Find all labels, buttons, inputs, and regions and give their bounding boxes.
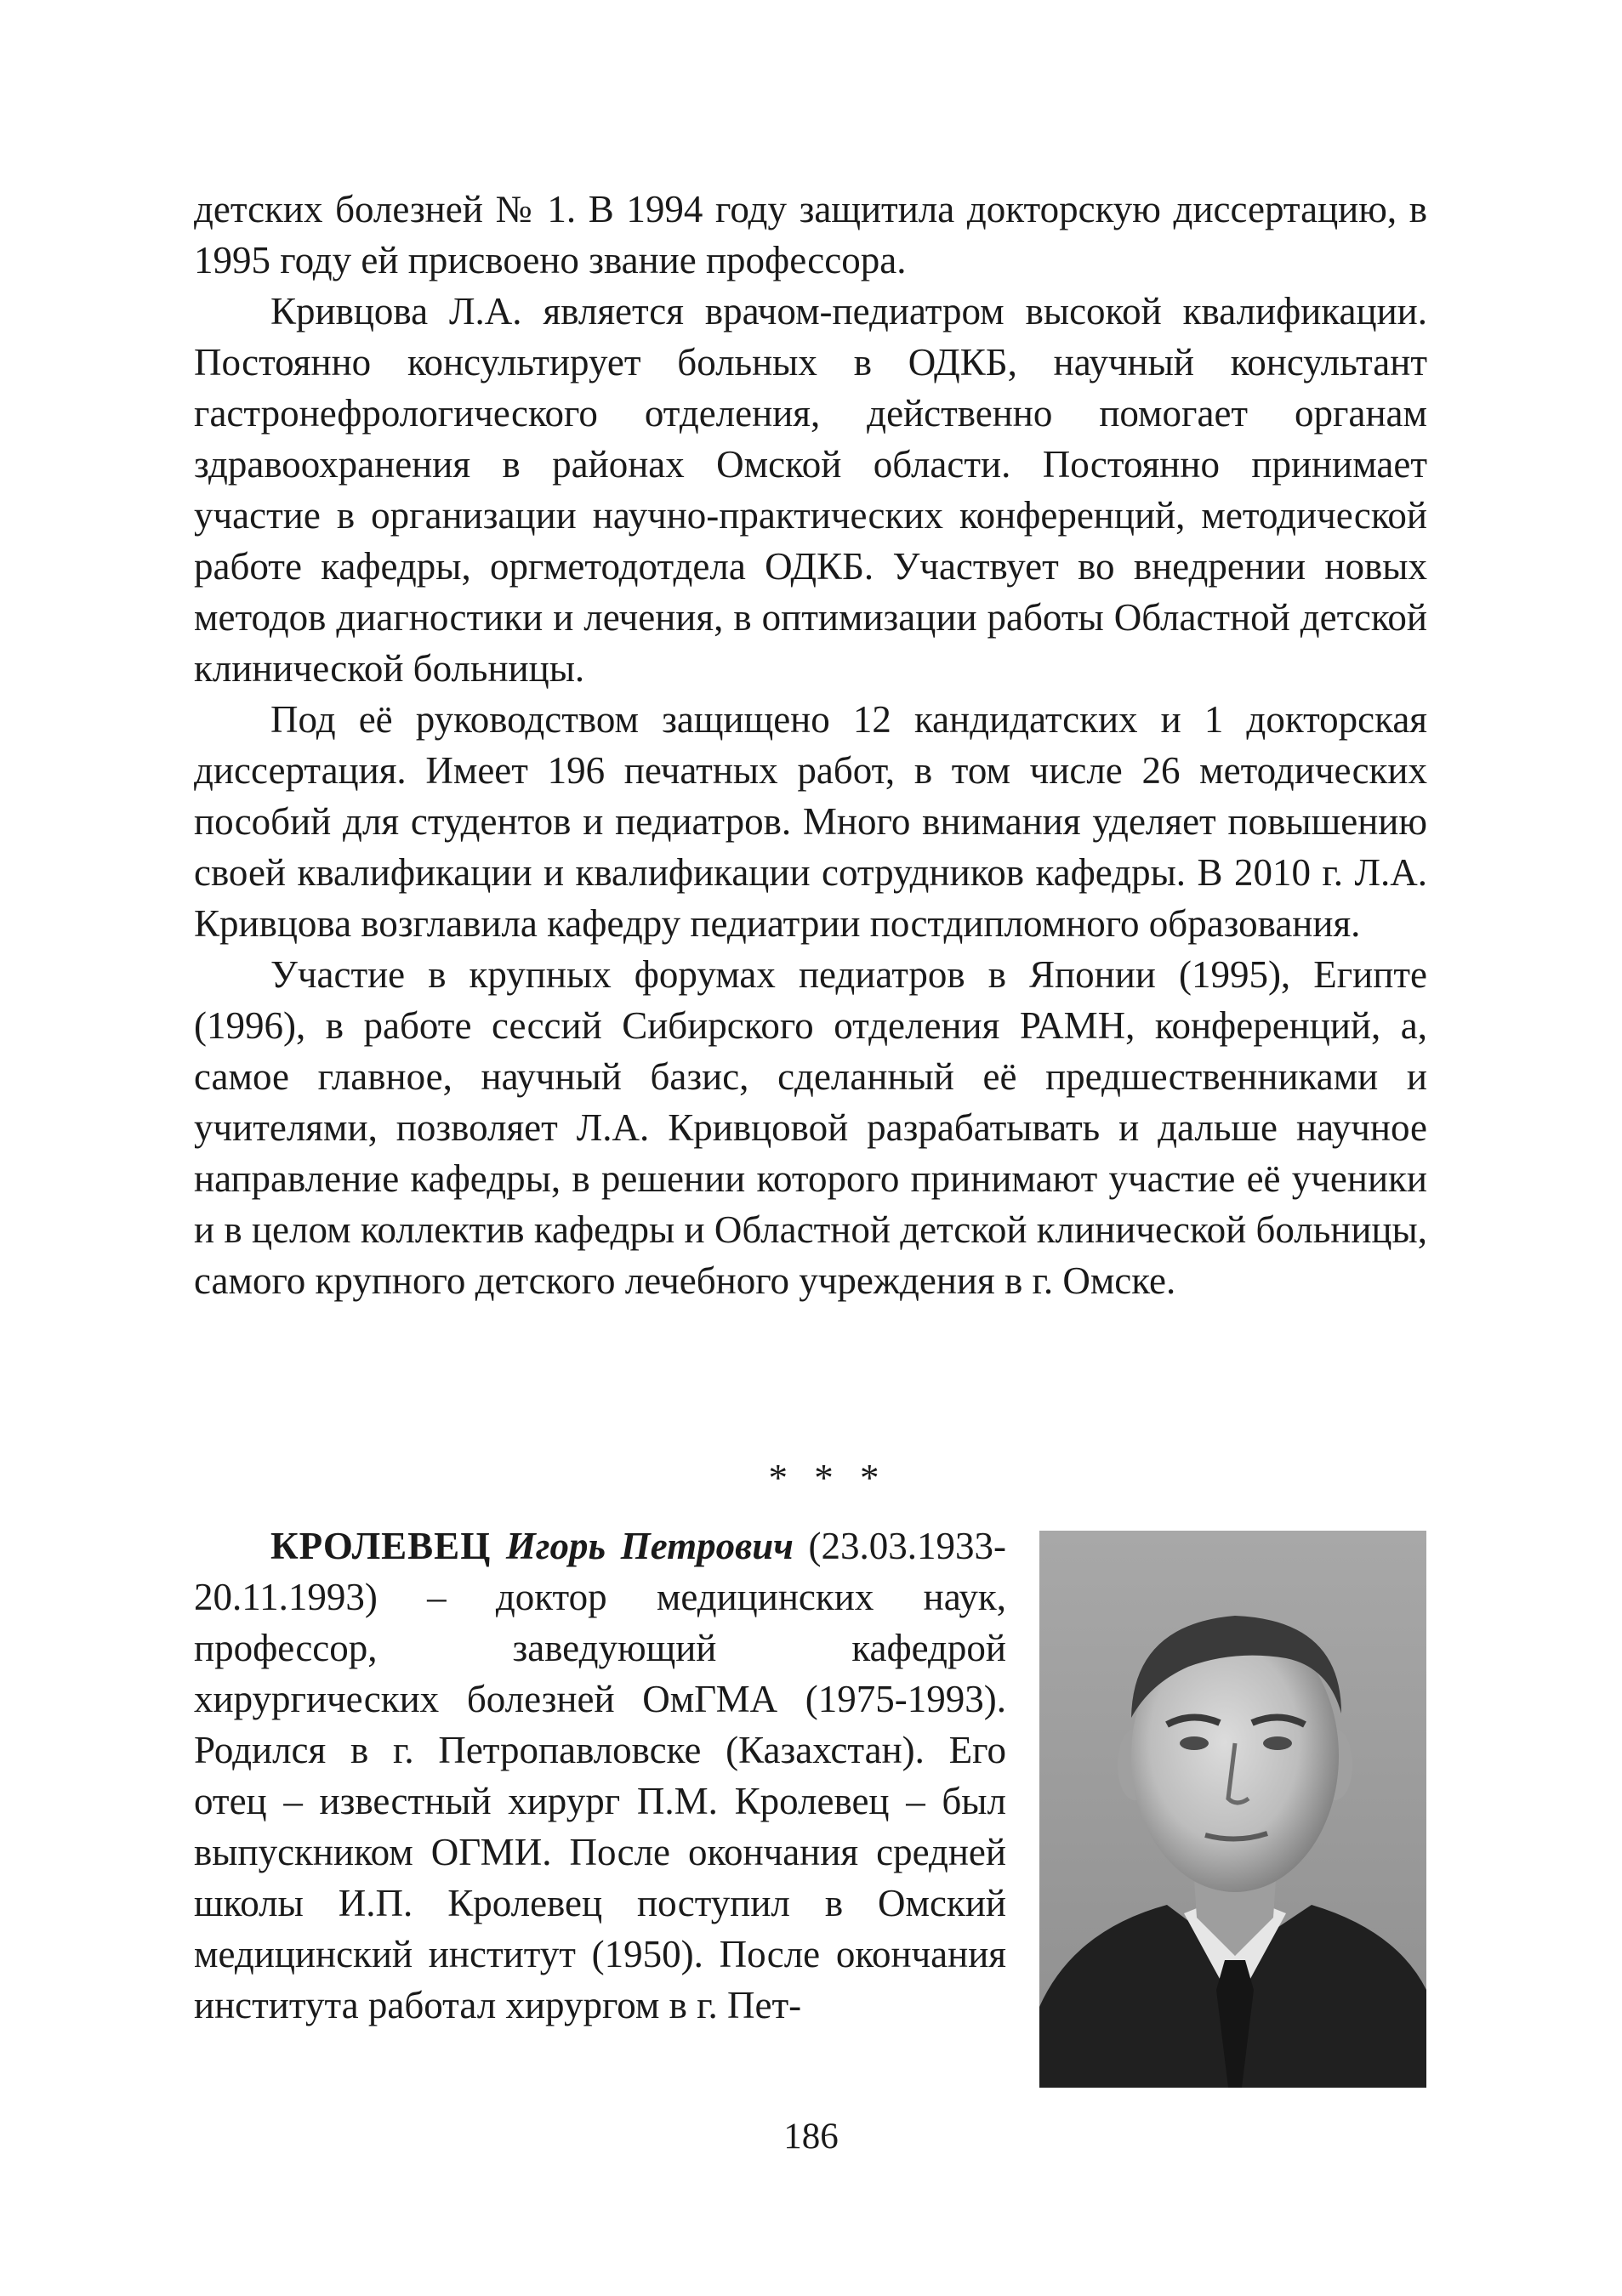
main-text [194,184,1427,1306]
biography-paragraph [194,1520,1006,2031]
bio-given-names: Игорь Петрович [505,1525,794,1567]
section-separator: * * * [768,1457,888,1499]
biography-block [194,1520,1006,2031]
bio-text: (23.03.1933-20.11.1993) – доктор медицинских наук, профессор, заведующий кафедрой хирургических болезней ОмГМА (1975-1993). Родился в г. Петропавловске (Казахстан). Его отец – известный хирург П.М. Кролевец – был выпускником ОГМИ. После окончания средней школы И.П. Кролевец поступил в Омский медицинский институт (1950). После окончания института работал хирургом в г. Пет- [194,1525,1007,2026]
bio-surname: КРОЛЕВЕЦ [270,1525,492,1567]
portrait-photo-icon [1039,1531,1426,2088]
page-number: 186 [783,2117,839,2157]
paragraph-3: Под её руководством защищено 12 кандидатских и 1 докторская диссертация. Имеет 196 печатных работ, в том числе 26 методических пособий для студентов и педиатров. Много внимания уделяет повышению своей квалификации и квалификации сотрудников кафедры. В 2010 г. Л.А. Кривцова возглавила кафедру педиатрии постдипломного образования. [194,698,1427,945]
paragraph-4: Участие в крупных форумах педиатров в Японии (1995), Египте (1996), в работе сессий Сибирского отделения РАМН, конференций, а, самое главное, научный базис, сделанный её предшественниками и учителями, позволяет Л.А. Кривцовой разрабатывать и дальше научное направление кафедры, в решении которого принимают участие её ученики и в целом коллектив кафедры и Областной детской клинической больницы, самого крупного детского лечебного учреждения в г. Омске. [194,953,1427,1302]
paragraph-2: Кривцова Л.А. является врачом-педиатром высокой квалификации. Постоянно консультирует больных в ОДКБ, научный консультант гастронефрологического отделения, действенно помогает органам здравоохранения в районах Омской области. Постоянно принимает участие в организации научно-практических конференций, методической работе кафедры, оргметодотдела ОДКБ. Участвует во внедрении новых методов диагностики и лечения, в оптимизации работы Областной детской клинической больницы. [194,290,1427,690]
portrait-illustration [1039,1531,1426,2088]
paragraph-1: детских болезней № 1. В 1994 году защитила докторскую диссертацию, в 1995 году ей присвоено звание профессора. [194,188,1427,281]
